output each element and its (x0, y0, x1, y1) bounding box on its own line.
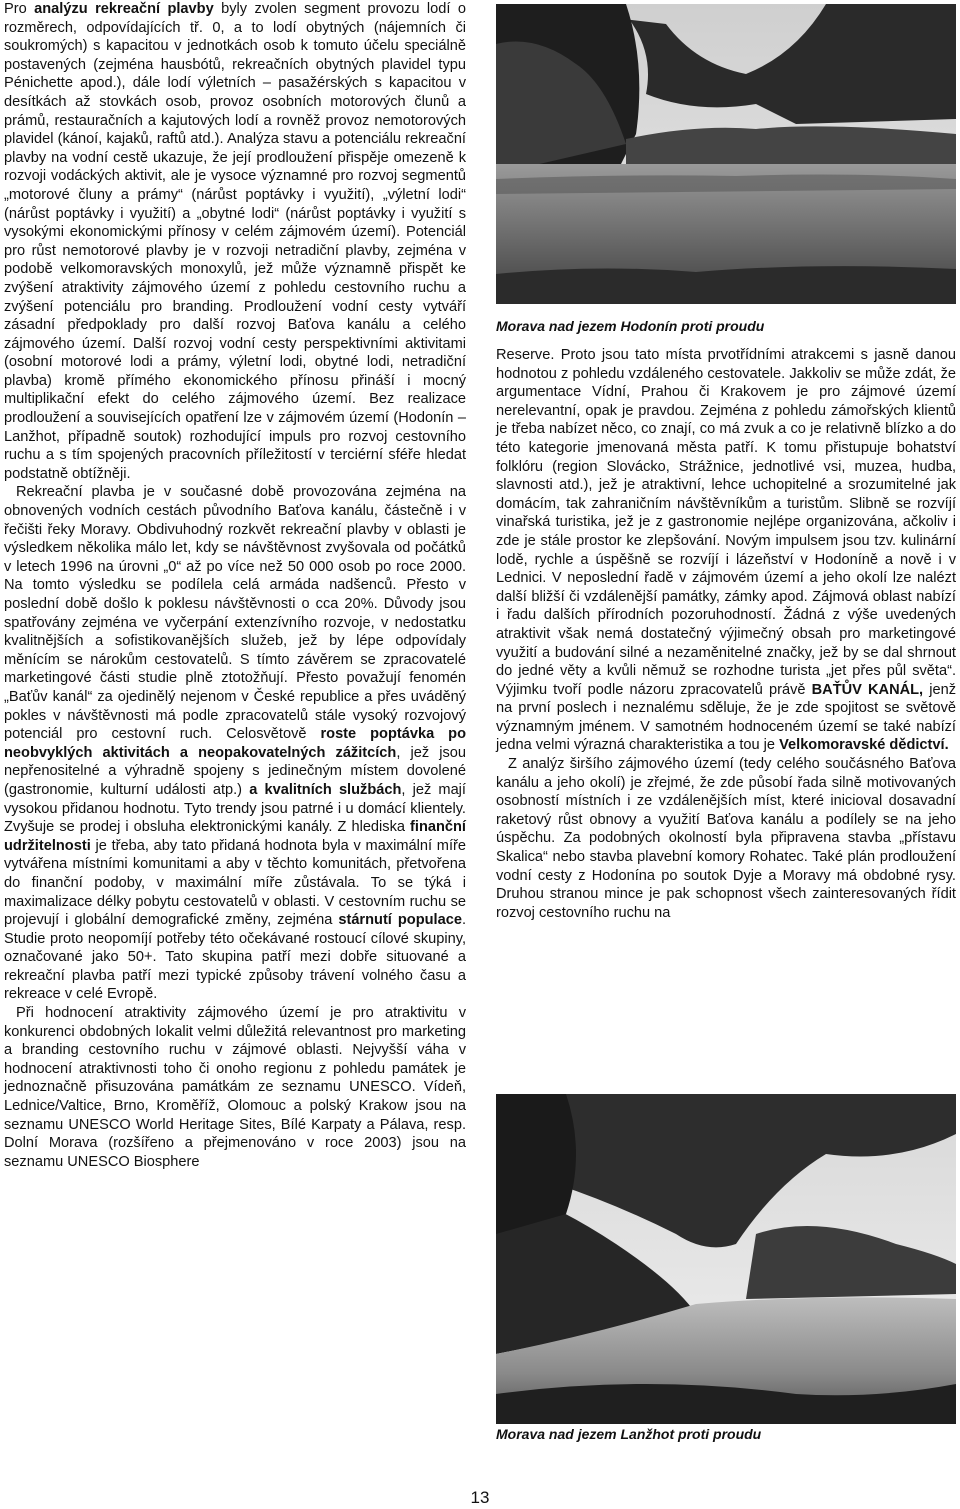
text-run: . Studie proto neopomíjí potřeby této očekávané rostoucí cílové skupiny, označované jako 50+. Tato skupina patří mezi dobře situované a rekreační plavba patří mezi typické způsoby trávení volného času a rekreace v celé Evropě. (4, 912, 466, 1003)
bold-text: roste poptávka po neobvyklých aktivitách a neopakovatelných zážitcích (4, 726, 466, 761)
right-paragraph-1 (496, 346, 956, 755)
page-number: 13 (470, 1488, 490, 1507)
right-column (496, 346, 956, 922)
left-paragraph-1 (4, 0, 466, 483)
bold-text: a kvalitních službách (249, 781, 402, 798)
bold-text: BAŤŮV KANÁL, (811, 681, 924, 698)
left-column (4, 0, 466, 1171)
photo-caption-2: Morava nad jezem Lanžhot proti proudu (496, 1426, 762, 1442)
bold-text: finanční udržitelnosti (4, 819, 466, 854)
text-run: jenž na první poslech i neznalému sděluje, že je zde spojitost se světově významným jménem. V samotném hodnoceném území se také nabízí jedna velmi výrazná charakteristika a tou je (496, 681, 956, 754)
text-run: byly zvolen segment provozu lodí o rozměrech, odpovídajících tř. 0, a to lodí obytných (nájemních či soukromých) s kapacitou v jednotkách osob k tomuto účelu speciálně postavených (zejména hausbótů, rekreačních obytných plavidel typu Pénichette apod.), dále lodí výletních – pasažérských s kapacitou v desítkách až stovkách osob, provoz osobních motorových člunů a prámů, restauračních a kajutových lodí a rovněž provoz nemotorových plavidel (kánoí, kajaků, raftů atd.). Analýza stavu a potenciálu rekreační plavby na vodní cestě ukazuje, že její prodloužení přispěje omezeně k rozvoji vodáckých aktivit, ale je vysoce významné pro rozvoj segmentů „motorové čluny a prámy“ (nárůst poptávky i využití), „výletní lodi“ (nárůst poptávky i využití) a „obytné lodi“ (nárůst poptávky i využití s vysokými ekonomickými přínosy v celém zájmovém území). Potenciál pro růst nemotorové plavby je v rozvoji netradiční plavby, zejména v podobě velkomoravských monoxylů, jež může významně přispět ke zvýšení atraktivity zájmového území z pohledu cestovního ruchu a zvýšení potenciálu pro branding. Prodloužení vodní cesty vytváří zásadní předpoklady pro další rozvoj Baťova kanálu a celého zájmového území. Další rozvoj vodní cesty perspektivními aktivitami (osobní motorové lodi a prámy, výletní lodi, obytné lodi, netradiční plavba) kromě přímého ekonomického přínosu přináší i mocný multiplikační efekt do celého zájmového území. Bez realizace prodloužení a souvisejících opatření lze v zájmovém území (Hodonín – Lanžhot, případně soutok) rozhodující impuls pro rozvoj cestovního ruchu a s tím spojených pracovních příležitostí v terciérní sféře hledat podstatně obtížněji. (4, 1, 466, 482)
bold-text: stárnutí populace (338, 912, 462, 929)
left-paragraph-2 (4, 483, 466, 1004)
bold-text: Velkomoravské dědictví. (779, 737, 949, 754)
right-paragraph-2: Z analýz širšího zájmového území (tedy celého součásného Baťova kanálu a jeho okolí) je zřejmé, že zde působí řada silně motivovaných osobností místních i ze vzdálenějších míst, které inicioval dosavadní raketový růst obnovy a využití Baťova kanálu a podílely se na jeho úspěchu. Za podobných okolností byla připravena stavba „přístavu Skalica“ nebo stavba plavební komory Rohatec. Také plán prodloužení vodní cesty z Hodonína po soutok Dyje a Moravy má obdobné rysy. Druhou stranou mince je pak schopnost všech zainteresovaných řídit rozvoj cestovního ruchu na (496, 756, 956, 921)
photo-caption-1: Morava nad jezem Hodonín proti proudu (496, 318, 765, 334)
river-photo-hodonin (496, 4, 956, 304)
text-run: Reserve. Proto jsou tato místa prvotřídními atrakcemi s jasně danou hodnotou z pohledu vzdáleného cestovatele. Jakkoliv se může zdát, že argumentace Vídní, Prahou či Krakovem je pro zájmové území nerelevantní, opak je pravdou. Zejména z pohledu zámořských klientů je třeba nabízet něco, co znají, co má zvuk a co je relativně blízko a do této kategorie jmenovaná města patří. K tomu přistupuje bohatství folklóru (region Slovácko, Strážnice, jednotlivé vsi, muzea, hudba, slavnosti atd.), jež je atraktivní, lehce uchopitelné a srozumitelné jak domácím, tak zahraničním návštěvníkům a turistům. Slibně se rozvíjí vinařská turistika, jež je z gastronomie nejlépe organizována, ačkoliv i zde je stále prostor ke zlepšování. Novým impulsem jsou tzv. kulinární lodě, rychle a úspěšně se rozvíjí i lázeňství v Hodoníně a nově i v Lednici. V neposlední řadě v zájmovém území a jeho okolí lze nalézt další bližší či vzdálenější památky, zámky apod. Zájmová oblast nabízí i řadu dalších přírodních pozoruhodností. Žádná z výše uvedených atraktivit však nemá dostatečný výjimečný obsah pro marketingové využití a budování silné a nezaměnitelné značky, jež by se dal shrnout do jedné věty a kvůli němuž se rozhodne turista „jet přes půl světa“. Výjimku tvoří podle názoru zpracovatelů právě (496, 347, 956, 698)
text-run: , jež jsou nepřenositelné a výhradně spojeny s jedinečným místem dovolené (gastronomie, kulturní události atp.) (4, 744, 466, 798)
text-run: je třeba, aby tato přidaná hodnota byla v maximální míře vytvářena místními komunitami a aby v těchto komunitách, přetvořena do finanční podoby, v maximální míře zůstávala. To se týká i maximalizace délky pobytu cestovatelů v oblasti. V cestovním ruchu se projevují i globální demografické změny, zejména (4, 837, 466, 929)
text-run: Pro (4, 1, 35, 17)
left-paragraph-3: Při hodnocení atraktivity zájmového území je pro atraktivitu v konkurenci obdobných lokalit velmi důležitá relevantnost pro marketing a branding cestovního ruchu v zájmové oblasti. Nejvyšší váha v hodnocení atraktivnosti toho či onoho regionu z pohledu památek je jednoznačně přisuzována památkám ze seznamu UNESCO. Vídeň, Lednice/Valtice, Brno, Kroměříž, Olomouc a polský Krakow jsou na seznamu UNESCO World Heritage Sites, Bílé Karpaty a Pálava, resp. Dolní Morava (rozšířeno a přejmenováno v roce 2003) jsou na seznamu UNESCO Biosphere (4, 1005, 466, 1170)
text-run: , jež mají vysokou přidanou hodnotu. Tyto trendy jsou patrné i u domácí klientely. Zvyšuje se prodej i obsluha elektronickými kanály. Z hlediska (4, 781, 466, 836)
river-photo-lanzhot (496, 1094, 956, 1424)
text-run: Rekreační plavba je v současné době provozována zejména na obnovených vodních cestách původního Baťova kanálu, částečně i v řečišti řeky Moravy. Obdivuhodný rozkvět rekreační plavby v oblasti je výsledkem několika málo let, kdy se návštěvnost zvyšovala od počátků v letech 1996 na úrovni „0“ až po více než 50 000 osob po roce 2000. Na tomto výsledku se podílela celá armáda nadšenců. Přesto v poslední době došlo k poklesu návštěvnosti o cca 20%. Důvody jsou spatřovány zejména ve vyčerpání extenzívního rozvoje, v nedostatku kvalitnějších a sofistikovanějších služeb, jež by lépe odpovídaly měnícím se nárokům cestovatelů. S tímto závěrem se zpracovatelé marketingové části studie plně ztotožňují. Přesto považují fenomén „Baťův kanál“ za ojedinělý nejenom v České republice a přes uváděný pokles v návštěvnosti má podle zpracovatelů stále vysoký rozvojový potenciál pro cestovní ruch. Celosvětově (4, 484, 466, 743)
bold-text: analýzu rekreační plavby (34, 1, 214, 17)
